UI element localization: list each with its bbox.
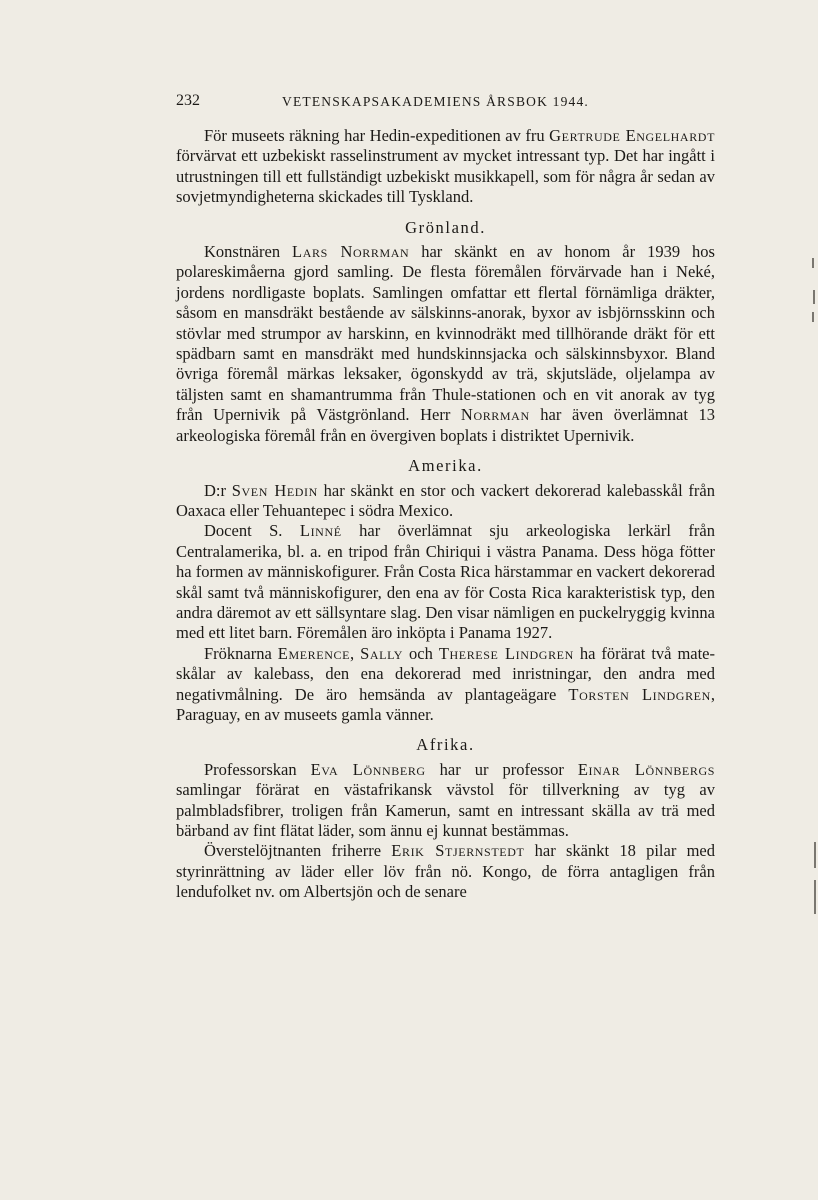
text-run: Professorskan <box>204 759 311 779</box>
edge-mark <box>812 312 814 322</box>
page-header <box>176 92 612 114</box>
edge-mark <box>812 258 814 268</box>
person-name: Sven Hedin <box>231 480 318 500</box>
paragraph-stjernstedt <box>176 841 715 902</box>
person-name: Norrman <box>460 405 530 425</box>
text-run: För museets räkning har Hedin-expeditionen av fru <box>204 126 550 145</box>
section-heading-gronland: Grönland. <box>405 217 486 237</box>
text-run: har skänkt en stor och vackert dekorerad kalebasskål från Oaxaca eller Tehuantepec i södra Mexico. <box>176 480 715 520</box>
person-name: Therese Lindgren <box>438 643 574 663</box>
text-run: D:r <box>204 480 232 500</box>
text-run: Överstelöjtnanten friherre <box>204 841 392 861</box>
text-run: har överlämnat sju arkeologiska lerkärl från Centralamerika, bl. a. en tripod från Chiriqui i västra Panama. Dess höga fötter ha formen av människofigurer. Från Costa Rica härstammar en vackert dekorerad skål samt två människofigurer, den ena av för Costa Rica karakteristisk typ, den andra däremot av ett sällsyntare slag. Den visar nämligen en puckelryggig kvinna med ett litet barn. Föremålen äro inköpta i Panama 1927. <box>176 521 715 643</box>
text-run: har även överlämnat 13 arkeologiska föremål från en övergiven boplats i distriktet Upernivik. <box>176 405 715 445</box>
text-run: Docent S. <box>204 521 300 541</box>
paragraph-lonnberg <box>176 760 715 842</box>
paragraph-norrman <box>176 242 715 446</box>
text-run: förvärvat ett uzbekiskt rasselinstrument av mycket intressant typ. Det har ingått i utrustningen till ett fullständigt uzbekiskt musikkapell, som för några år sedan av sovjetmyndigheterna skickades till Tyskland. <box>176 146 715 207</box>
page-number: 232 <box>176 92 200 109</box>
person-name: Torsten Lindgren <box>568 684 711 704</box>
edge-mark <box>813 290 815 304</box>
text-run: , <box>350 643 361 663</box>
person-name: Gertrude Engelhardt <box>549 126 716 145</box>
paragraph-rattle <box>176 126 715 208</box>
section-heading-amerika: Amerika. <box>408 456 483 476</box>
person-name: Emerence <box>277 643 350 663</box>
text-run: samlingar förärat en västafrikansk vävstol för tillverkning av tyg av palmbladsfibrer, troligen från Kamerun, samt en intressant skälla av trä med bärband av fint flätat läder, som ännu ej kunnat bestämmas. <box>176 780 715 840</box>
person-name: Einar Lönnbergs <box>577 759 716 779</box>
edge-mark <box>814 842 816 868</box>
person-name: Erik Stjernstedt <box>391 841 525 861</box>
person-name: Lars Norrman <box>292 242 410 262</box>
text-run: ha förärat två mate-skålar av kalebass, den ena dekorerad med inristningar, den andra med negativmålning. De äro hemsända av plantageägare <box>176 643 716 704</box>
paragraph-hedin <box>176 481 715 522</box>
person-name: Linné <box>299 521 342 541</box>
person-name: Eva Lönnberg <box>310 759 426 779</box>
section-heading-afrika: Afrika. <box>416 735 475 755</box>
text-run: och <box>403 643 439 663</box>
paragraph-lindgren <box>176 644 715 726</box>
edge-mark <box>814 880 816 914</box>
running-title: VETENSKAPSAKADEMIENS ÅRSBOK 1944. <box>282 94 589 109</box>
text-run: Konstnären <box>204 242 293 262</box>
text-run: har skänkt en av honom år 1939 hos polareskimåerna gjord samling. De flesta föremålen förvärvade han i Neké, jordens nordligaste boplats. Samlingen omfattar ett flertal förnämliga dräkter, såsom en mansdräkt bestående av sälskinns-anorak, byxor av isbjörnsskinn och stövlar med strumpor av harskinn, en kvinnodräkt med tillhörande dräkt för ett spädbarn samt en mansdräkt med hundskinnsjacka och sälskinnsbyxor. Bland övriga föremål märkas leksaker, ögonskydd av trä, skjutsläde, oljelampa av täljsten samt en shamantrumma från Thule-stationen och en vit anorak av tyg från Upernivik på Västgrönland. Herr <box>176 242 715 425</box>
paragraph-linne <box>176 521 715 643</box>
text-run: , Paraguay, en av museets gamla vänner. <box>176 684 715 724</box>
text-run: Fröknarna <box>204 643 278 663</box>
text-run: har ur professor <box>425 759 578 779</box>
body-text <box>176 126 715 903</box>
person-name: Sally <box>360 643 404 663</box>
text-run: har skänkt 18 pilar med styrinrättning av läder eller löv från nö. Kongo, de förra antagligen från lendufolket nv. om Albertsjön och de senare <box>176 841 715 902</box>
